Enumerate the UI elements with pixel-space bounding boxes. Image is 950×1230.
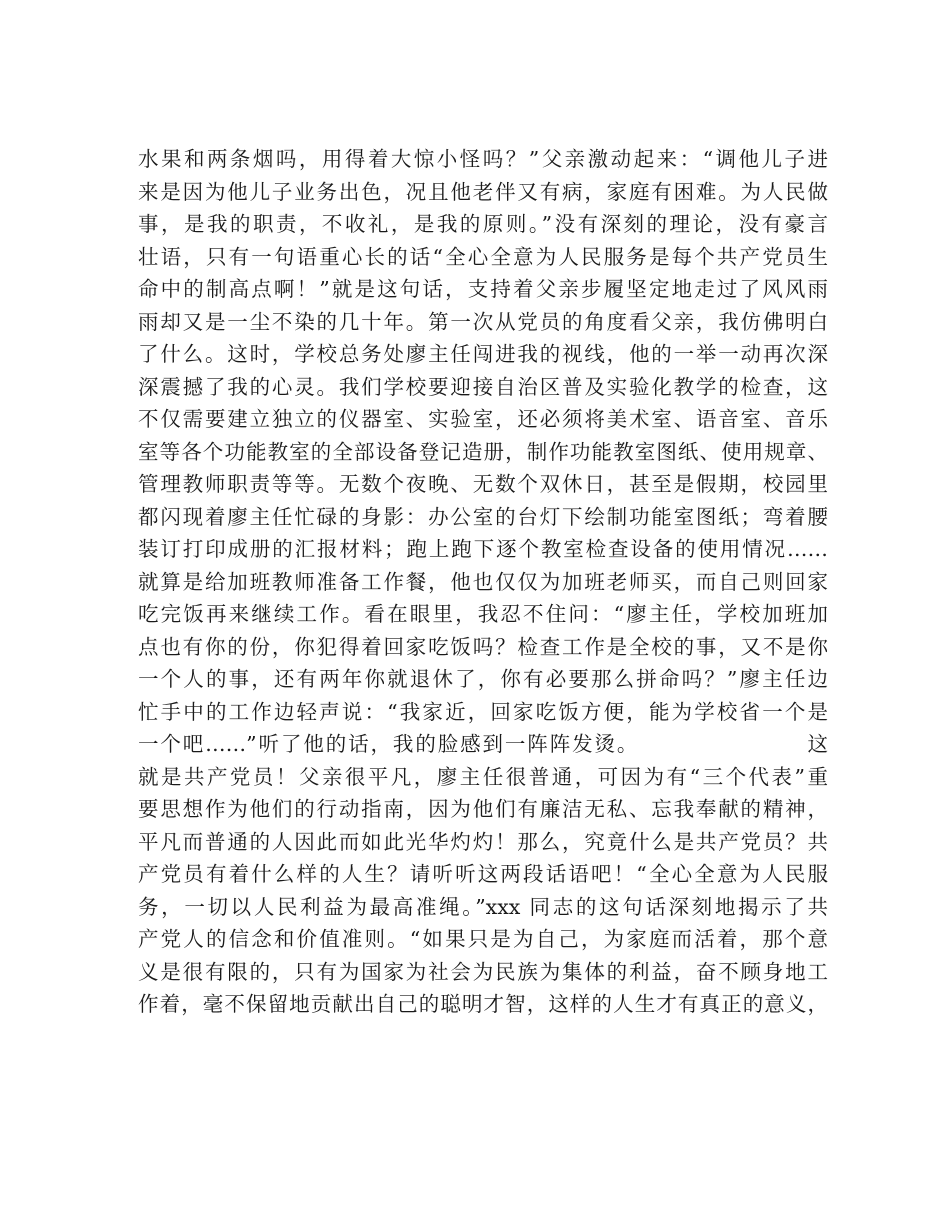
text-line: 来是因为他儿子业务出色，况且他老伴又有病，家庭有困难。为人民做 — [138, 179, 828, 204]
text-line: 命中的制高点啊！”就是这句话，支持着父亲步履坚定地走过了风风雨 — [138, 277, 828, 301]
text-line: 要思想作为他们的行动指南，因为他们有廉洁无私、忘我奉献的精神， — [138, 797, 828, 821]
text-line: 点也有你的份，你犯得着回家吃饭吗？检查工作是全校的事，又不是你 — [138, 634, 828, 659]
text-line: 产党人的信念和价值准则。“如果只是为自己，为家庭而活着，那个意 — [138, 927, 828, 951]
text-line: 装订打印成册的汇报材料；跑上跑下逐个教室检查设备的使用情况…… — [138, 537, 828, 561]
body-text — [138, 143, 828, 1021]
text-line: 事，是我的职责，不收礼，是我的原则。”没有深刻的理论，没有豪言 — [138, 212, 828, 236]
text-line: 管理教师职责等等。无数个夜晚、无数个双休日，甚至是假期，校园里 — [138, 472, 828, 496]
text-line: 水果和两条烟吗，用得着大惊小怪吗？”父亲激动起来：“调他儿子进 — [138, 147, 828, 171]
text-line: 就是共产党员！父亲很平凡，廖主任很普通，可因为有“三个代表”重 — [138, 764, 828, 789]
text-line: 一个吧……”听了他的话，我的脸感到一阵阵发烫。 这 — [138, 732, 828, 756]
text-line: 壮语，只有一句语重心长的话“全心全意为人民服务是每个共产党员生 — [138, 244, 828, 269]
text-line: 不仅需要建立独立的仪器室、实验室，还必须将美术室、语音室、音乐 — [138, 407, 828, 431]
text-line: 忙手中的工作边轻声说：“我家近，回家吃饭方便，能为学校省一个是 — [138, 699, 828, 724]
text-line: 都闪现着廖主任忙碌的身影：办公室的台灯下绘制功能室图纸；弯着腰 — [138, 504, 828, 529]
text-line: 雨却又是一尘不染的几十年。第一次从党员的角度看父亲，我仿佛明白 — [138, 309, 828, 334]
text-line: 务，一切以人民利益为最高准绳。”xxx 同志的这句话深刻地揭示了共 — [138, 894, 828, 919]
text-line: 室等各个功能教室的全部设备登记造册，制作功能教室图纸、使用规章、 — [138, 439, 828, 464]
text-line: 义是很有限的，只有为国家为社会为民族为集体的利益，奋不顾身地工 — [138, 959, 828, 984]
text-line: 平凡而普通的人因此而如此光华灼灼！那么，究竟什么是共产党员？共 — [138, 829, 828, 854]
text-line: 了什么。这时，学校总务处廖主任闯进我的视线，他的一举一动再次深 — [138, 342, 828, 366]
text-line: 深震撼了我的心灵。我们学校要迎接自治区普及实验化教学的检查，这 — [138, 374, 828, 399]
text-line: 一个人的事，还有两年你就退休了，你有必要那么拼命吗？”廖主任边 — [138, 667, 828, 691]
text-line: 作着，毫不保留地贡献出自己的聪明才智，这样的人生才有真正的意义， — [138, 992, 828, 1016]
text-line: 就算是给加班教师准备工作餐，他也仅仅为加班老师买，而自己则回家 — [138, 569, 828, 594]
text-line: 产党员有着什么样的人生？请听听这两段话语吧！“全心全意为人民服 — [138, 862, 828, 886]
text-line: 吃完饭再来继续工作。看在眼里，我忍不住问：“廖主任，学校加班加 — [138, 602, 828, 626]
